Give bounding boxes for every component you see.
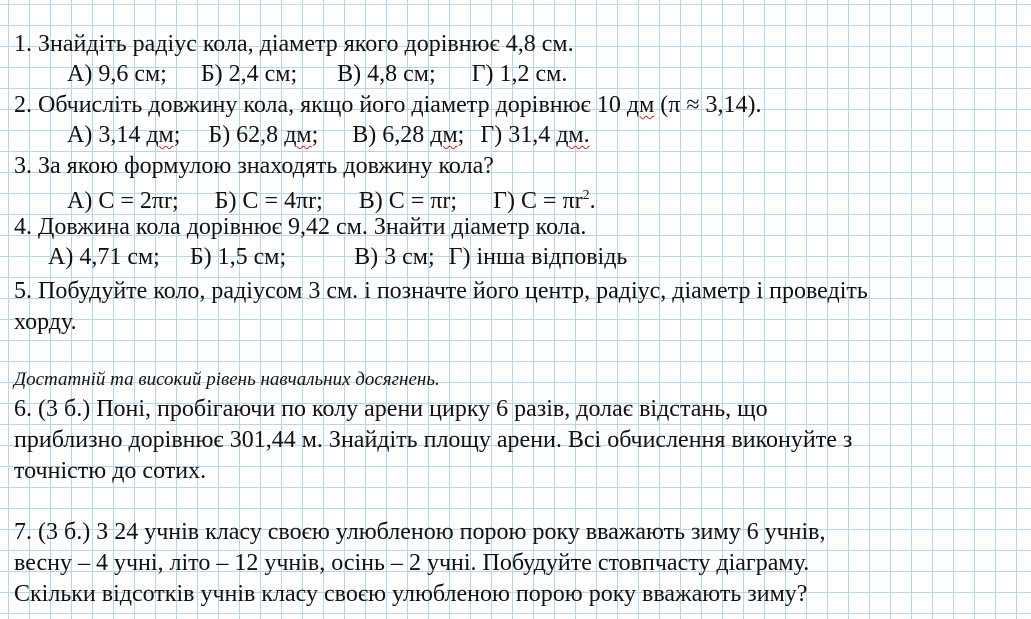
question-1: 1. Знайдіть радіус кола, діаметр якого дорівнює 4,8 см. bbox=[14, 31, 574, 57]
question-2 bbox=[14, 91, 762, 119]
q2-option-c-value: В) 6,28 bbox=[352, 122, 425, 148]
question-7-line-3: Скільки відсотків учнів класу своєю улюбленою порою року вважають зиму? bbox=[14, 581, 808, 607]
q2-option-a-value: А) 3,14 bbox=[67, 122, 141, 148]
question-7-line-1: 7. (3 б.) З 24 учнів класу своєю улюбленою порою року вважають зиму 6 учнів, bbox=[14, 519, 826, 545]
q3-option-a: А) С = 2πr; bbox=[67, 188, 179, 214]
q3-option-d-end: . bbox=[589, 188, 596, 214]
q4-option-b: Б) 1,5 см; bbox=[189, 244, 287, 270]
q4-option-a: А) 4,71 см; bbox=[48, 244, 160, 270]
q4-option-c: В) 3 см; bbox=[354, 244, 435, 270]
q3-option-d-formula: Г) С = πr bbox=[493, 188, 583, 214]
q3-option-d-exponent: 2 bbox=[582, 188, 590, 203]
question-5-line-1: 5. Побудуйте коло, радіусом 3 см. і позначте його центр, радіус, діаметр і проведіть bbox=[14, 278, 868, 304]
q2-unit: дм bbox=[626, 92, 655, 118]
question-6-line-1: 6. (3 б.) Поні, пробігаючи по колу арени цирку 6 разів, долає відстань, що bbox=[14, 396, 768, 422]
q3-option-c: В) С = πr; bbox=[358, 188, 458, 214]
section-title: Достатній та високий рівень навчальних досягнень. bbox=[14, 369, 440, 390]
question-7-line-2: весну – 4 учні, літо – 12 учнів, осінь – 2 учні. Побудуйте стовпчасту діаграму. bbox=[14, 550, 810, 576]
top-dashed-rule bbox=[0, 4, 715, 5]
q1-option-d: Г) 1,2 см. bbox=[471, 61, 568, 87]
q3-option-d bbox=[493, 182, 596, 215]
q2-option-a: А) 3,14 дм; bbox=[67, 122, 181, 148]
q2-option-c: В) 6,28 дм; bbox=[352, 122, 465, 148]
q2-option-b-unit: дм bbox=[284, 122, 312, 148]
q2-text-end: (π ≈ 3,14). bbox=[660, 92, 762, 118]
question-2-options bbox=[67, 121, 590, 149]
q2-option-b: Б) 62,8 дм; bbox=[208, 122, 319, 148]
question-3-options bbox=[67, 182, 596, 215]
q3-option-b: Б) С = 4πr; bbox=[214, 188, 323, 214]
q2-option-a-unit: дм bbox=[146, 122, 174, 148]
q2-option-d-value: Г) 31,4 bbox=[480, 122, 551, 148]
q1-option-c: В) 4,8 см; bbox=[337, 61, 436, 87]
q2-option-c-unit: дм bbox=[430, 122, 458, 148]
question-6-line-3: точністю до сотих. bbox=[14, 458, 207, 484]
question-5-line-2: хорду. bbox=[14, 309, 77, 335]
question-1-options bbox=[67, 60, 567, 88]
question-4-options bbox=[48, 243, 627, 271]
q2-text: 2. Обчисліть довжину кола, якщо його діаметр дорівнює 10 bbox=[14, 92, 621, 118]
q1-option-b: Б) 2,4 см; bbox=[200, 61, 298, 87]
question-4: 4. Довжина кола дорівнює 9,42 см. Знайти діаметр кола. bbox=[14, 214, 587, 240]
q4-option-d: Г) інша відповідь bbox=[448, 244, 628, 270]
q1-option-a: А) 9,6 см; bbox=[67, 61, 167, 87]
question-6-line-2: приблизно дорівнює 301,44 м. Знайдіть площу арени. Всі обчислення виконуйте з bbox=[14, 427, 853, 453]
question-3: 3. За якою формулою знаходять довжину кола? bbox=[14, 153, 494, 179]
q2-option-b-value: Б) 62,8 bbox=[208, 122, 279, 148]
q2-option-d bbox=[480, 121, 589, 149]
q2-option-d-unit: дм. bbox=[556, 122, 590, 148]
